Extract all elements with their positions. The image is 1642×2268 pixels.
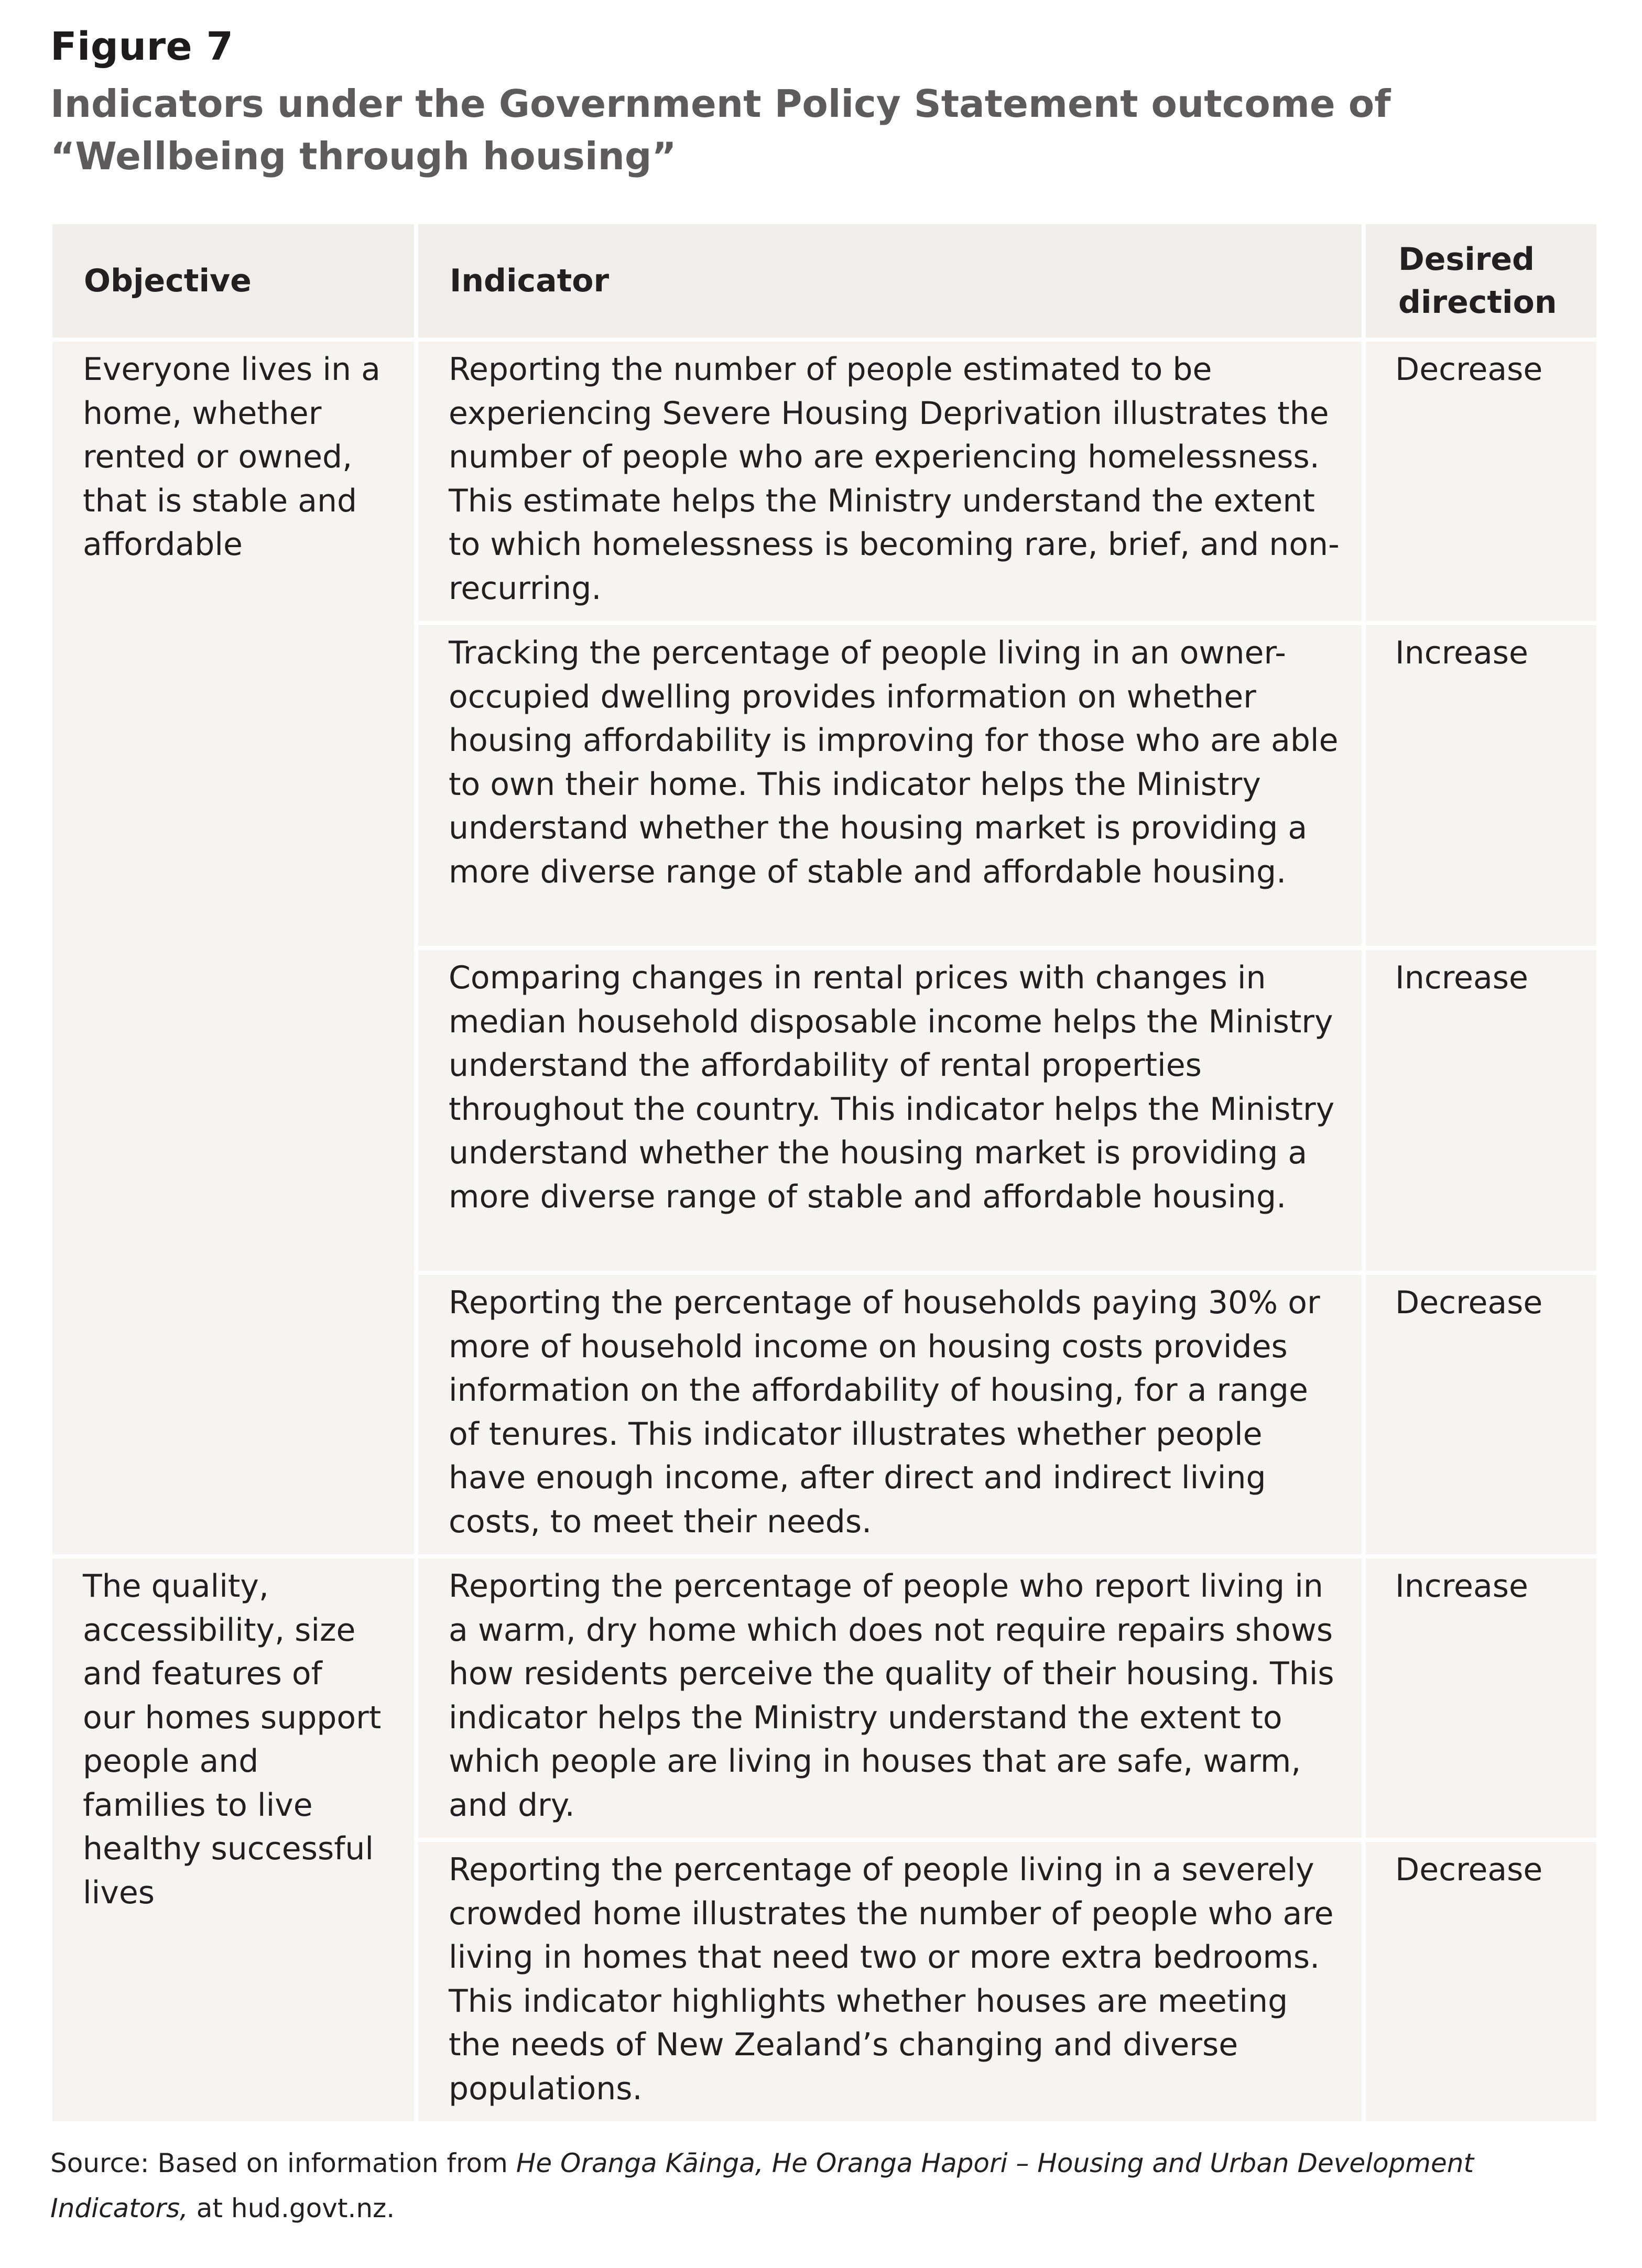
- objective-cell: The quality, accessibility, size and features of our homes support people and families to live healthy successful lives: [52, 1558, 414, 2121]
- indicator-cell: Comparing changes in rental prices with changes in median household disposable income helps the Ministry understand the affordability of rental properties throughout the country. This indicator helps the Ministry understand whether the housing market is providing a more diverse range of stable and affordable housing.: [418, 950, 1362, 1271]
- indicator-cell: Reporting the percentage of households paying 30% or more of household income on housing costs provides information on the affordability of housing, for a range of tenures. This indicator illustrates whether people have enough income, after direct and indirect living costs, to meet their needs.: [418, 1275, 1362, 1554]
- objective-cell: Everyone lives in a home, whether rented or owned, that is stable and affordable: [52, 342, 414, 1554]
- direction-cell: Increase: [1366, 625, 1596, 946]
- header-indicator: Indicator: [418, 224, 1362, 337]
- direction-cell: Increase: [1366, 950, 1596, 1271]
- direction-cell: Increase: [1366, 1558, 1596, 1838]
- table-row: [52, 342, 1596, 621]
- indicator-cell: Reporting the number of people estimated to be experiencing Severe Housing Deprivation illustrates the number of people who are experiencing homelessness. This estimate helps the Ministry understand the extent to which homelessness is becoming rare, brief, and non-recurring.: [418, 342, 1362, 621]
- source-suffix: at hud.govt.nz.: [188, 2193, 395, 2223]
- indicator-cell: Tracking the percentage of people living in an owner-occupied dwelling provides information on whether housing affordability is improving for those who are able to own their home. This indicator helps the Ministry understand whether the housing market is providing a more diverse range of stable and affordable housing.: [418, 625, 1362, 946]
- direction-cell: Decrease: [1366, 1275, 1596, 1554]
- source-note: [50, 2141, 1570, 2231]
- direction-cell: Decrease: [1366, 1842, 1596, 2121]
- table-header-row: [52, 224, 1596, 337]
- indicators-table: [48, 220, 1601, 2125]
- source-publication: He Oranga Kāinga, He Oranga Hapori – Housing and Urban Development Indicators,: [50, 2148, 1474, 2223]
- table-row: [52, 1558, 1596, 1838]
- indicator-cell: Reporting the percentage of people living in a severely crowded home illustrates the number of people who are living in homes that need two or more extra bedrooms. This indicator highlights whether houses are meeting the needs of New Zealand’s changing and diverse populations.: [418, 1842, 1362, 2121]
- header-desired-direction: Desired direction: [1366, 224, 1596, 337]
- figure-title: Indicators under the Government Policy Statement outcome of “Wellbeing through housing”: [50, 82, 1391, 178]
- indicator-cell: Reporting the percentage of people who report living in a warm, dry home which does not require repairs shows how residents perceive the quality of their housing. This indicator helps the Ministry understand the extent to which people are living in houses that are safe, warm, and dry.: [418, 1558, 1362, 1838]
- direction-cell: Decrease: [1366, 342, 1596, 621]
- header-objective: Objective: [52, 224, 414, 337]
- figure-label: Figure 7: [50, 24, 234, 69]
- source-prefix: Source: Based on information from: [50, 2148, 516, 2178]
